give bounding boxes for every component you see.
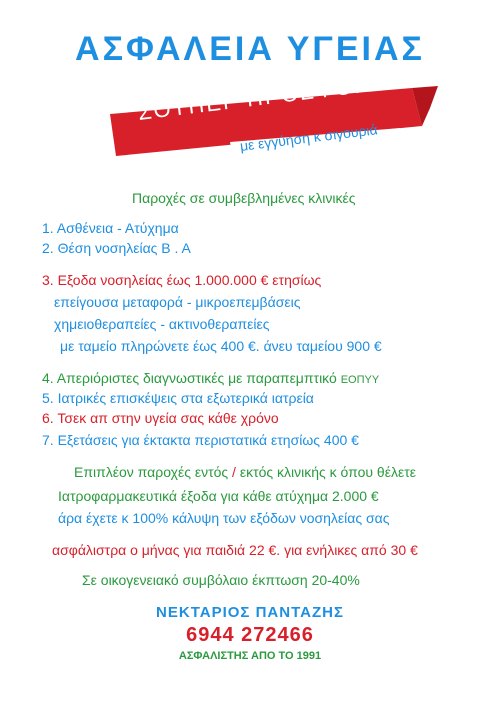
- benefit-item-3: 3. Εξοδα νοσηλείας έως 1.000.000 € ετησίως: [42, 272, 322, 288]
- benefit-item-7: 7. Εξετάσεις για έκτακτα περιστατικά ετησίως 400 €: [42, 432, 359, 448]
- benefit-item-3-detail-a: επείγουσα μεταφορά - μικροεπεμβάσεις: [54, 294, 301, 310]
- agent-phone[interactable]: 6944 272466: [186, 624, 314, 646]
- offer-tagline: με εγγύηση κ σιγουριά: [239, 121, 379, 154]
- benefit-item-4-text: 4. Απεριόριστες διαγνωστικές με παραπεμπτικό: [42, 370, 337, 386]
- benefits-heading: Παροχές σε συμβεβλημένες κλινικές: [132, 190, 356, 206]
- family-discount: Σε οικογενειακό συμβόλαιο έκπτωση 20-40%: [82, 572, 360, 588]
- extra-benefits-outside: εκτός κλινικής κ όπου θέλετε: [239, 464, 416, 480]
- benefit-item-1: 1. Ασθένεια - Ατύχημα: [42, 220, 179, 236]
- extra-benefits-inside: Επιπλέον παροχές εντός: [74, 464, 229, 480]
- agent-name: ΝΕΚΤΑΡΙΟΣ ΠΑΝΤΑΖΗΣ: [156, 604, 344, 621]
- offer-ribbon: [100, 69, 440, 176]
- benefit-item-3-detail-b: χημειοθεραπείες - ακτινοθεραπείες: [54, 316, 270, 332]
- benefit-item-6: 6. Τσεκ απ στην υγεία σας κάθε χρόνο: [42, 410, 279, 426]
- page-title: ΑΣΦΑΛΕΙΑ ΥΓΕΙΑΣ: [75, 30, 425, 68]
- benefit-item-4: [42, 370, 379, 386]
- benefit-item-3-detail-c: με ταμείο πληρώνετε έως 400 €. άνευ ταμείου 900 €: [60, 338, 382, 354]
- offer-label: ΣΟΥΠΕΡ ΠΡΟΣΦΟΡΑ: [136, 69, 387, 125]
- extra-benefits-separator: /: [232, 464, 236, 480]
- extra-benefits-line-2: Ιατροφαρμακευτικά έξοδα για κάθε ατύχημα 2.000 €: [58, 488, 379, 504]
- agent-since: ΑΣΦΑΛΙΣΤΗΣ ΑΠΟ ΤΟ 1991: [178, 650, 322, 662]
- benefit-item-4-suffix: ΕΟΠΥΥ: [340, 374, 380, 386]
- extra-benefits-line-1: [74, 464, 416, 480]
- extra-benefits-line-3: άρα έχετε κ 100% κάλυψη των εξόδων νοσηλείας σας: [58, 510, 390, 526]
- benefit-item-2: 2. Θέση νοσηλείας Β . Α: [42, 240, 191, 256]
- benefit-item-5: 5. Ιατρικές επισκέψεις στα εξωτερικά ιατρεία: [42, 390, 314, 406]
- premium-info: ασφάλιστρα ο μήνας για παιδιά 22 €. για ενήλικες από 30 €: [52, 542, 418, 558]
